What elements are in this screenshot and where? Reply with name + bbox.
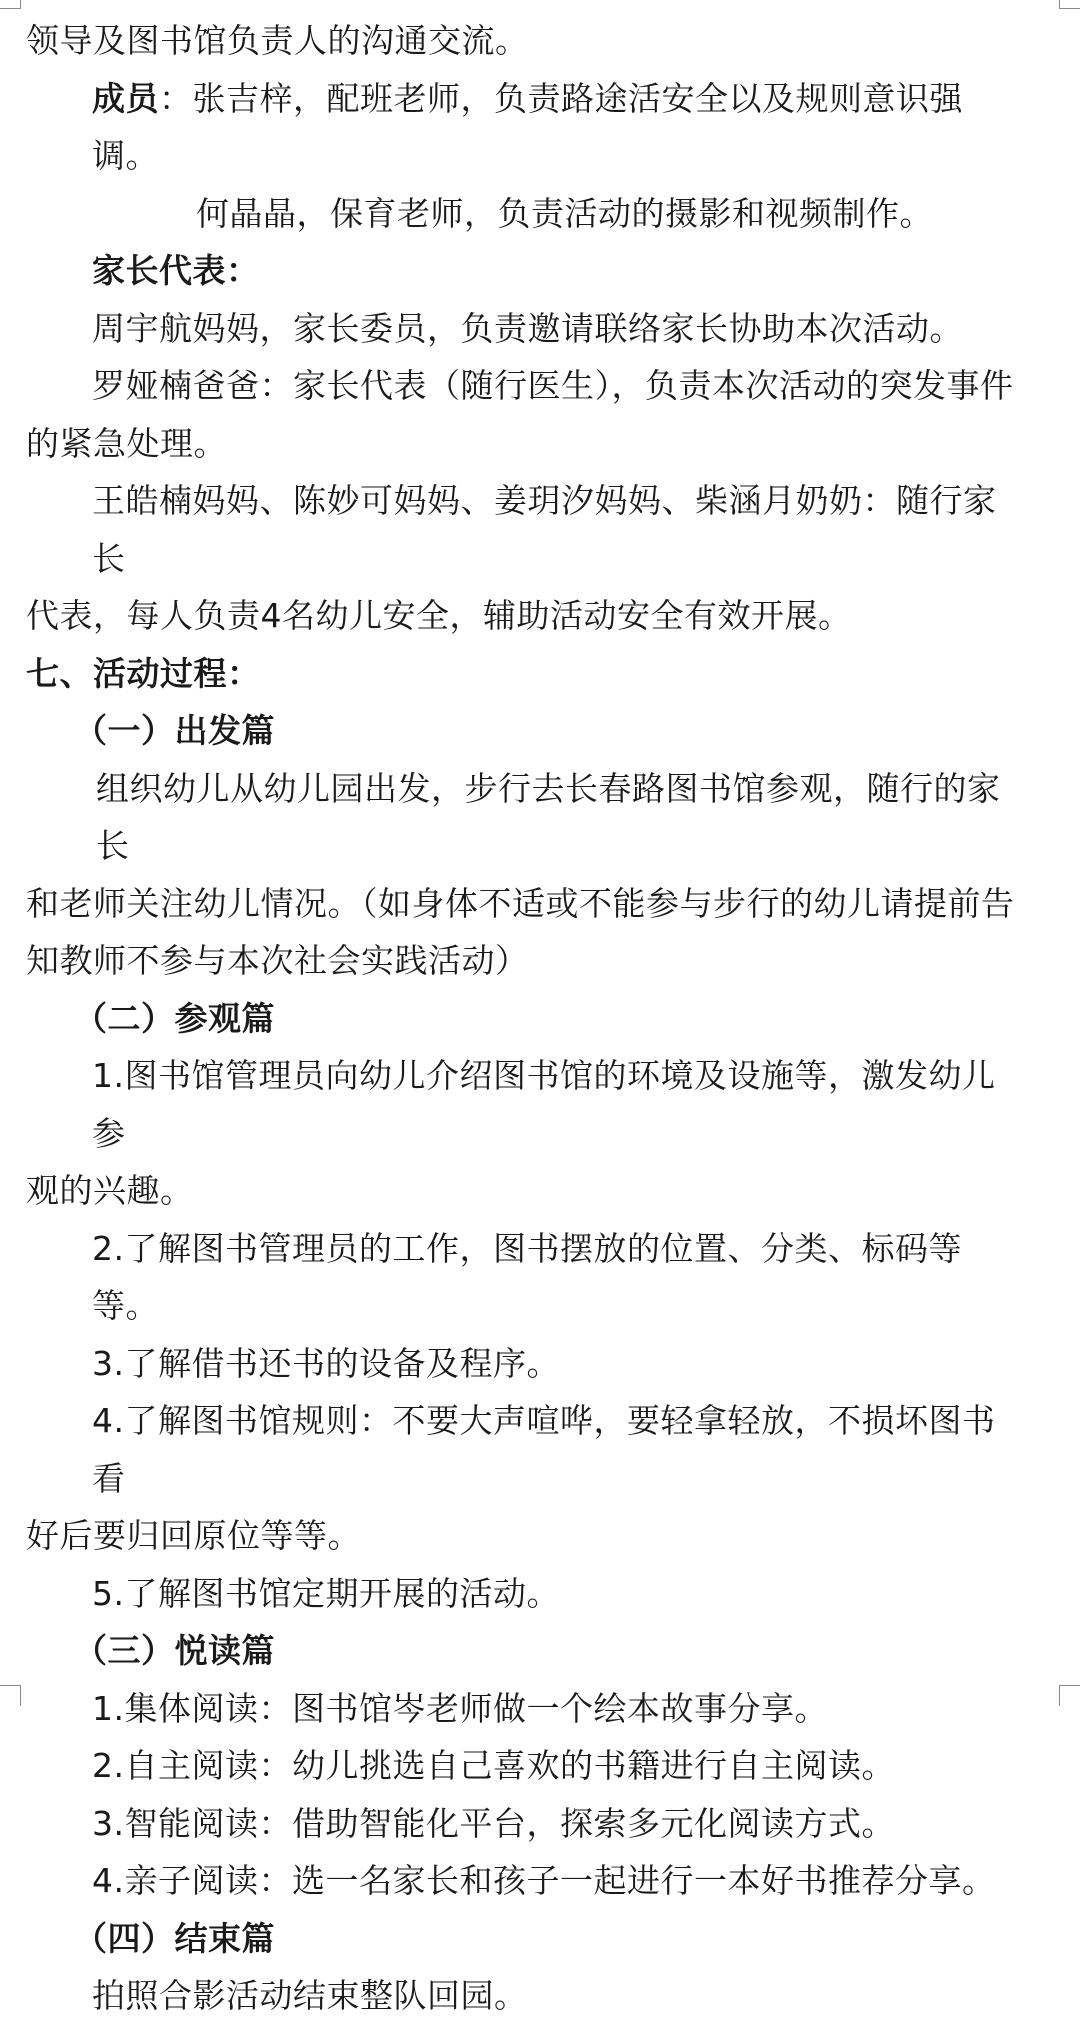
members-line-1 (26, 70, 1026, 185)
part4-title: （四）结束篇 (74, 1918, 275, 1958)
part2-item-4b: 好后要归回原位等等。 (26, 1516, 361, 1555)
part2-item-1b: 观的兴趣。 (26, 1171, 194, 1210)
crop-mark-top-left (0, 0, 21, 9)
part3-item-1: 1.集体阅读：图书馆岑老师做一个绘本故事分享。 (92, 1688, 828, 1728)
parent-line-3b: 代表，每人负责4名幼儿安全，辅助活动安全有效开展。 (26, 596, 852, 635)
members-text-1: ：张吉梓，配班老师，负责路途活安全以及规则意识强调。 (92, 78, 963, 175)
members-line-2: 何晶晶，保育老师，负责活动的摄影和视频制作。 (196, 193, 933, 233)
parent-line-3a: 王皓楠妈妈、陈妙可妈妈、姜玥汐妈妈、柴涵月奶奶：随行家长 (92, 481, 997, 578)
part2-item-3: 3.了解借书还书的设备及程序。 (92, 1343, 560, 1383)
crop-mark-top-right (1059, 0, 1080, 9)
part1-line-c: 知教师不参与本次社会实践活动） (26, 941, 529, 980)
part2-item-1a: 1.图书馆管理员向幼儿介绍图书馆的环境及设施等，激发幼儿参 (92, 1056, 996, 1153)
part2-item-4a: 4.了解图书馆规则：不要大声喧哗，要轻拿轻放，不损坏图书看 (92, 1401, 996, 1498)
part1-line-a: 组织幼儿从幼儿园出发，步行去长春路图书馆参观，随行的家长 (96, 768, 1001, 865)
part4-item-1: 拍照合影活动结束整队回园。 (92, 1976, 528, 2015)
parent-line-1: 周宇航妈妈，家长委员，负责邀请联络家长协助本次活动。 (92, 308, 963, 348)
part3-item-3: 3.智能阅读：借助智能化平台，探索多元化阅读方式。 (92, 1803, 895, 1843)
parent-line-2a: 罗娅楠爸爸：家长代表（随行医生），负责本次活动的突发事件 (92, 366, 1014, 405)
document-body (26, 12, 1026, 2025)
members-label: 成员 (92, 78, 159, 118)
parent-line-2b: 的紧急处理。 (26, 423, 227, 463)
part3-title: （三）悦读篇 (74, 1631, 275, 1670)
crop-mark-bottom-right (1059, 1685, 1080, 1706)
crop-mark-bottom-left (0, 1685, 21, 1706)
parents-heading: 家长代表： (92, 251, 260, 290)
part2-item-5: 5.了解图书馆定期开展的活动。 (92, 1573, 560, 1613)
part1-title: （一）出发篇 (74, 711, 275, 750)
paragraph-line: 领导及图书馆负责人的沟通交流。 (26, 21, 529, 60)
part3-item-2: 2.自主阅读：幼儿挑选自己喜欢的书籍进行自主阅读。 (92, 1746, 895, 1785)
part1-line-b: 和老师关注幼儿情况。（如身体不适或不能参与步行的幼儿请提前告 (26, 883, 1015, 923)
part2-item-2: 2.了解图书管理员的工作，图书摆放的位置、分类、标码等等。 (92, 1228, 962, 1325)
part2-title: （二）参观篇 (74, 998, 275, 1038)
part3-item-4: 4.亲子阅读：选一名家长和孩子一起进行一本好书推荐分享。 (92, 1861, 996, 1900)
section-heading-7: 七、活动过程： (26, 653, 261, 693)
